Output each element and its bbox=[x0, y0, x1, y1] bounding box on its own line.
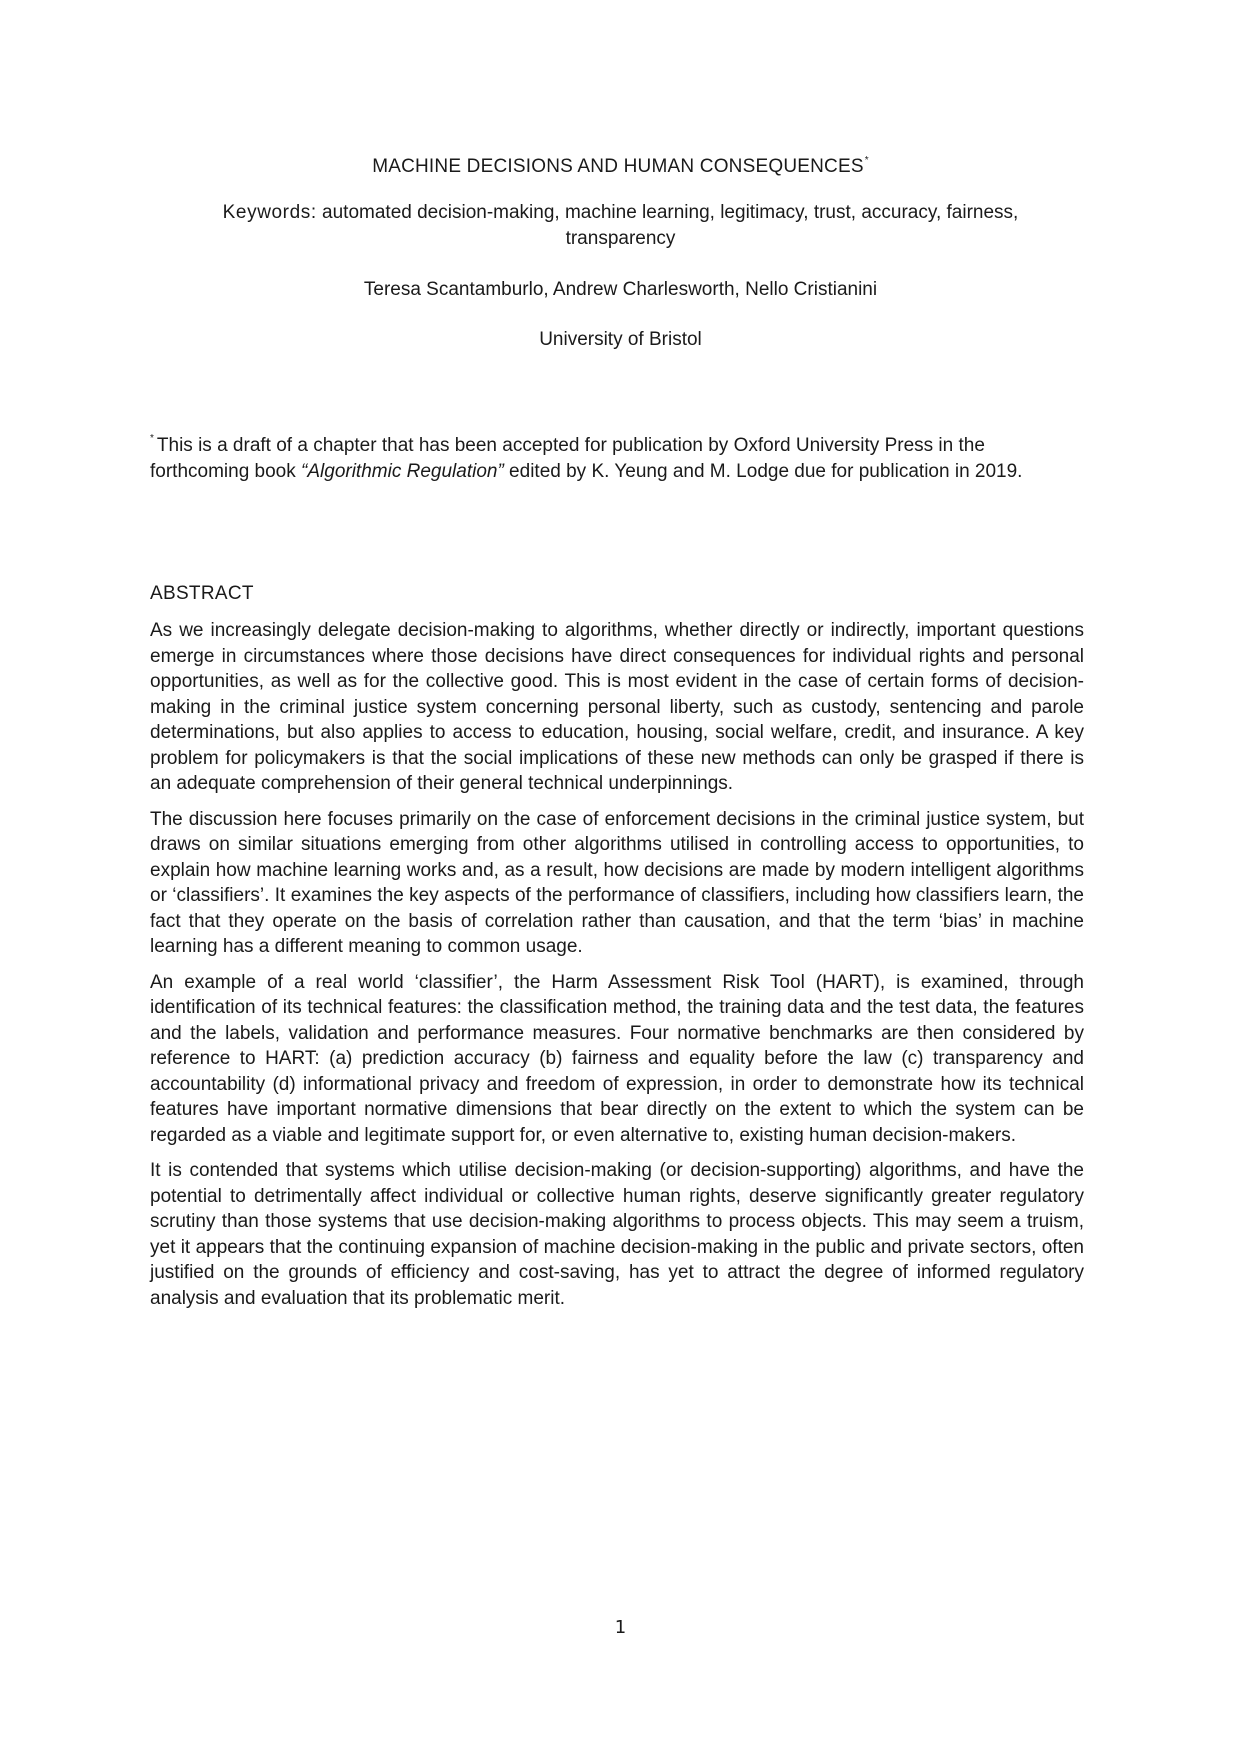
footnote-text-end: edited by K. Yeung and M. Lodge due for publication in 2019. bbox=[503, 461, 1023, 482]
page-number: 1 bbox=[614, 1617, 627, 1638]
keywords bbox=[0, 200, 1241, 252]
abstract-paragraph: The discussion here focuses primarily on the case of enforcement decisions in the criminal justice system, but draws on similar situations emerging from other algorithms utilised in controlling access to opportunities, to explain how machine learning works and, as a result, how decisions are made by modern intelligent algorithms or ‘classifiers’. It examines the key aspects of the performance of classifiers, including how classifiers learn, the fact that they operate on the basis of correlation rather than causation, and that the term ‘bias’ in machine learning has a different meaning to common usage. bbox=[150, 808, 1084, 957]
abstract-paragraph: As we increasingly delegate decision-making to algorithms, whether directly or indirectly, important questions emerge in circumstances where those decisions have direct consequences for individual rights and personal opportunities, as well as for the collective good. This is most evident in the case of certain forms of decision-making in the criminal justice system concerning personal liberty, such as custody, sentencing and parole determinations, but also applies to access to education, housing, social welfare, credit, and insurance. A key problem for policymakers is that the social implications of these new methods can only be grasped if there is an adequate comprehension of their general technical underpinnings. bbox=[150, 620, 1084, 794]
keywords-list: automated decision-making, machine learning, legitimacy, trust, accuracy, fairness, bbox=[322, 202, 1019, 223]
abstract-body bbox=[150, 618, 1084, 1321]
affiliation: University of Bristol bbox=[539, 329, 702, 350]
authors: Teresa Scantamburlo, Andrew Charlesworth, Nello Cristianini bbox=[363, 279, 878, 300]
abstract-heading: ABSTRACT bbox=[150, 583, 254, 604]
footnote-book-title: “Algorithmic Regulation” bbox=[301, 461, 504, 482]
title-text: MACHINE DECISIONS AND HUMAN CONSEQUENCES bbox=[372, 156, 864, 177]
footnote-marker: * bbox=[150, 433, 154, 444]
title-footnote-marker: * bbox=[864, 155, 869, 166]
abstract-paragraph: It is contended that systems which utilise decision-making (or decision-supporting) algorithms, and have the potential to detrimentally affect individual or collective human rights, deserve significantly greater regulatory scrutiny than those systems that use decision-making algorithms to process objects. This may seem a truism, yet it appears that the continuing expansion of machine decision-making in the public and private sectors, often justified on the grounds of efficiency and cost-saving, has yet to attract the degree of informed regulatory analysis and evaluation that its problematic merit. bbox=[150, 1160, 1084, 1309]
footnote-text: This is a draft of a chapter that has been accepted for publication by Oxford University Press in the forthcoming book bbox=[150, 435, 985, 482]
draft-footnote bbox=[150, 426, 1085, 485]
keywords-label: Keywords: bbox=[222, 202, 317, 223]
abstract-paragraph: An example of a real world ‘classifier’, the Harm Assessment Risk Tool (HART), is examined, through identification of its technical features: the classification method, the training data and the test data, the features and the labels, validation and performance measures. Four normative benchmarks are then considered by reference to HART: (a) prediction accuracy (b) fairness and equality before the law (c) transparency and accountability (d) informational privacy and freedom of expression, in order to demonstrate how its technical features have important normative dimensions that bear directly on the extent to which the system can be regarded as a viable and legitimate support for, or even alternative to, existing human decision-makers. bbox=[150, 971, 1084, 1146]
paper-title bbox=[0, 148, 1241, 180]
keywords-list-continued: transparency bbox=[565, 228, 676, 249]
